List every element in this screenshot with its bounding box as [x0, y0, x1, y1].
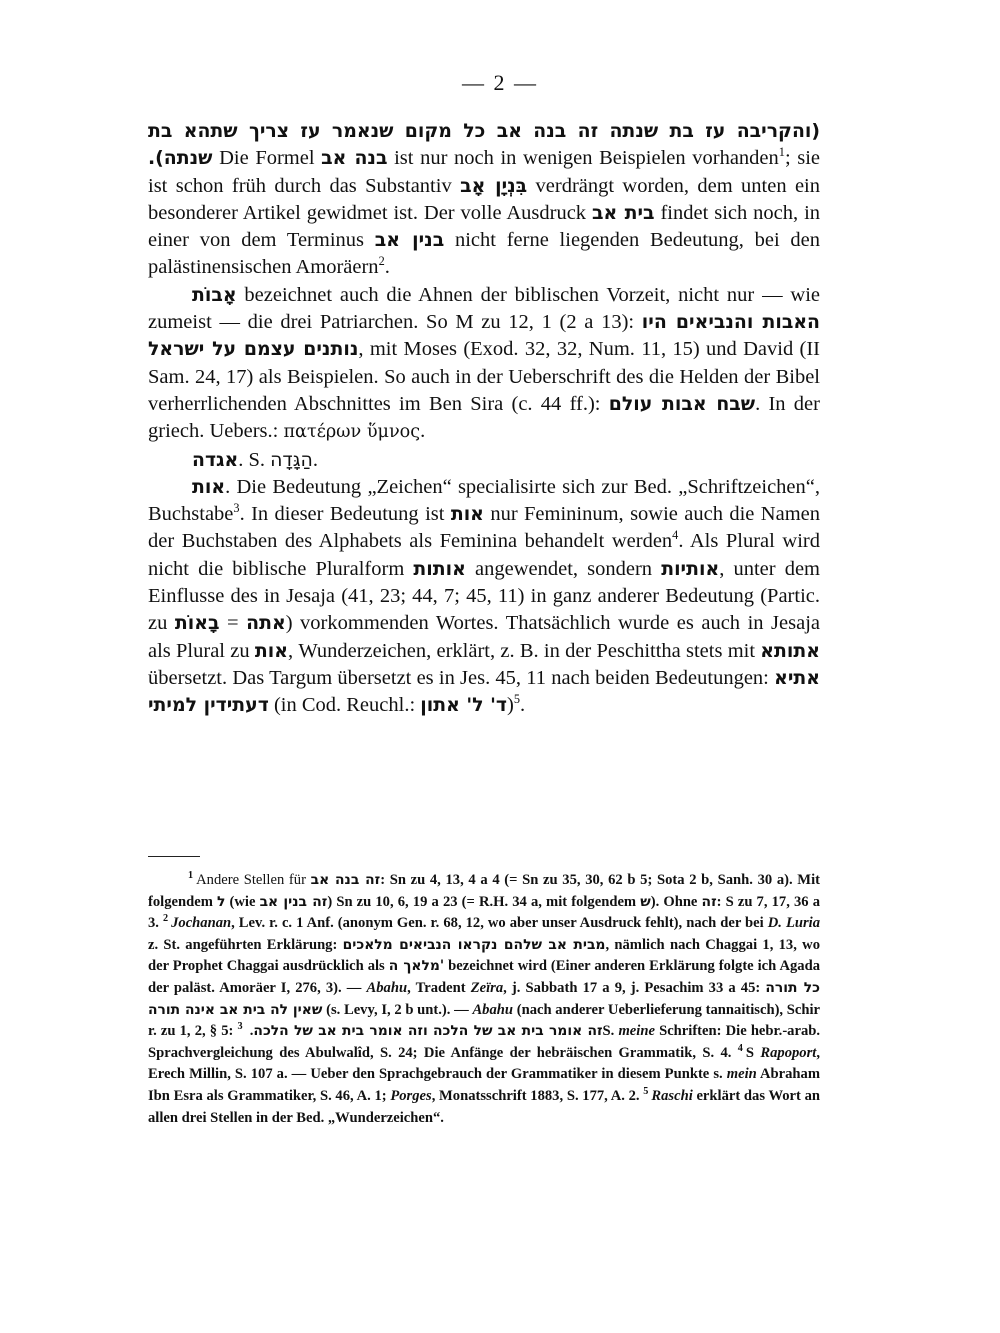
hebrew-quote: (והקריבה עז בת שנתה זה בנה אב כל מקום שנאמר עז צריך שתהא בת שנתה).	[148, 120, 820, 170]
hebrew-term: ל	[216, 893, 226, 910]
footnote-number: 1	[188, 870, 194, 882]
greek-phrase: πατέρων ὕμνος	[283, 422, 421, 443]
text: Andere Stellen für	[196, 872, 306, 888]
author-name: D. Luria	[767, 915, 821, 932]
text: S.	[602, 1023, 615, 1040]
text: ) Sn zu 10, 6, 19 a 23 (= R.H. 34 a, mit folgendem	[327, 893, 637, 910]
hebrew-term: מלאך ה'	[388, 958, 445, 975]
footnote-number: 4	[737, 1042, 743, 1054]
text: . Die Bedeutung „Zeichen“ specialisirte sich zur Bed. „Schriftzeichen“, Buchstabe	[148, 475, 820, 526]
hebrew-headword: אָבוֹת	[192, 283, 237, 306]
text: bezeichnet auch die Ahnen der biblischen Vorzeit, nicht nur — wie zumeist — die drei Patriarchen. So M zu 12, 1 (2 a 13):	[148, 283, 820, 334]
footnote-ref-2[interactable]: 2	[378, 254, 385, 269]
text: (s. Levy, I, 2 b unt.). —	[326, 1001, 469, 1018]
author-name: Raschi	[651, 1087, 693, 1104]
text: , nämlich nach Chaggai 1, 13, wo der Prophet Chaggai ausdrücklich als	[148, 936, 820, 975]
hebrew-term: בנין אב	[374, 229, 445, 252]
footnote-ref-3[interactable]: 3	[233, 501, 240, 516]
main-text	[148, 118, 820, 720]
author-name: Rapoport	[760, 1044, 817, 1061]
text: .	[312, 448, 318, 471]
text: Schriften: Die hebr.-arab. Sprachvergleichung des Abulwalîd, S. 24; Die Anfänge der hebräischen Grammatik, S. 4.	[148, 1023, 821, 1061]
text: =	[227, 612, 239, 635]
footnote-ref-1[interactable]: 1	[778, 145, 785, 160]
hebrew-term: זה בנין אב	[259, 893, 328, 910]
hebrew-term: אותות	[413, 557, 466, 580]
text: erklärt das Wort an allen drei Stellen in der Bed. „Wunderzeichen“.	[148, 1087, 820, 1126]
text: , unter dem Einflusse des in Jesaja (41, 23; 44, 7; 45, 11) in ganz anderer Bedeutung (Partic. zu	[148, 557, 821, 635]
text: (wie	[229, 893, 256, 910]
author-name: Zeïra	[470, 979, 504, 996]
text: (in Cod. Reuchl.:	[273, 694, 416, 717]
page-number: — 2 —	[462, 70, 538, 95]
footnote-1	[148, 870, 820, 1129]
author-name: Abahu	[366, 979, 408, 996]
text: , Tradent	[407, 979, 466, 996]
author-name: Porges	[390, 1087, 432, 1104]
text: Die Formel	[219, 147, 315, 170]
text: , Monatsschrift 1883, S. 177, A. 2.	[431, 1087, 640, 1104]
text: , Erech Millin, S. 107 a. — Ueber den Sprachgebrauch der Grammatiker in diesem Punkte s.	[148, 1044, 820, 1083]
hebrew-term: ד' ל' אתון	[420, 694, 508, 717]
text: ; sie ist schon früh durch das Substantiv	[148, 147, 821, 197]
hebrew-quote: אתיא דעתידין למיתי	[148, 666, 820, 717]
author-name: Jochanan	[171, 915, 232, 932]
text: . In dieser Bedeutung ist	[239, 503, 445, 526]
footnote-number: 2	[162, 913, 169, 925]
text: S	[745, 1044, 755, 1061]
text: z. St. angeführten Erklärung:	[148, 936, 338, 953]
text: (nach anderer Ueberlieferung tannaitisch), Schir r. zu 1, 2, § 5:	[148, 1001, 821, 1040]
hebrew-term: ש	[640, 893, 651, 910]
hebrew-headword: אות	[192, 475, 226, 498]
text: )	[507, 694, 514, 717]
emphasis: mein	[726, 1066, 757, 1083]
paragraph-4	[148, 474, 820, 720]
hebrew-quote: מבית אב שלהם נקראו הנביאים מלאכים	[342, 936, 606, 953]
text: .	[520, 694, 526, 717]
author-name: Abahu	[472, 1001, 514, 1018]
text: übersetzt. Das Targum übersetzt es in Jes. 45, 11 nach beiden Bedeutungen:	[148, 666, 769, 689]
text: .	[384, 256, 390, 279]
text: , Lev. r. c. 1 Anf. (anonym Gen. r. 68, 12, wo aber unser Ausdruck fehlt), nach der bei	[231, 915, 764, 932]
paragraph-2	[148, 282, 820, 447]
text: ) vorkommenden Wortes. Thatsächlich wurde es auch in Jesaja als Plural zu	[148, 612, 820, 662]
text: findet sich noch, in einer von dem Terminus	[148, 201, 821, 252]
text: bezeichnet wird (Einer anderen Erklärung folgte ich Agada der paläst. Amoräer I, 276, 3). —	[148, 958, 820, 996]
hebrew-term: אות	[254, 639, 288, 662]
footnote-number: 5	[643, 1086, 649, 1098]
hebrew-quote: זה אומר בית אב של הלכה וזה אומר בית אב של הלכה	[253, 1023, 603, 1040]
hebrew-term: אות	[450, 503, 484, 526]
hebrew-headword: אגדה	[192, 448, 239, 471]
text: nicht ferne liegenden Bedeutung, bei den palästinensischen Amoräern	[148, 229, 821, 279]
hebrew-term: אתה	[246, 612, 286, 635]
text: verdrängt worden, dem unten ein besonderer Artikel gewidmet ist. Der volle Ausdruck	[148, 174, 820, 224]
text: . Als Plural wird nicht die biblische Pluralform	[148, 530, 820, 580]
paragraph-1	[148, 118, 820, 282]
text: : S zu 7, 17, 36 a 3.	[148, 893, 820, 932]
text: ist nur noch in wenigen Beispielen vorhanden	[394, 147, 779, 170]
footnotes	[148, 870, 820, 1129]
text: .	[420, 420, 426, 443]
text: . In der griech. Uebers.:	[148, 392, 820, 443]
text: Abraham Ibn Esra als Grammatiker, S. 46, A. 1;	[148, 1066, 820, 1104]
hebrew-term: אותיות	[661, 557, 720, 580]
footnote-ref-5[interactable]: 5	[513, 692, 521, 707]
emphasis: meine	[618, 1023, 655, 1040]
hebrew-term: זה בנה אב	[310, 872, 381, 888]
hebrew-quote: האבות והנביאים היו נותנים עצמם על ישראל	[148, 311, 821, 361]
hebrew-term: בָאוֹת	[174, 612, 220, 635]
hebrew-term: זה	[701, 893, 717, 910]
hebrew-quote: כל תורה שאין לה בית אב אינה תורה	[148, 979, 820, 1018]
hebrew-term: הַגָּדָה	[270, 448, 313, 471]
text: : Sn zu 4, 13, 4 a 4 (= Sn zu 35, 30, 62 b 5; Sota 2 b, Sanh. 30 a). Mit folgendem	[148, 872, 820, 910]
hebrew-quote: שבח אבות עולם	[608, 392, 756, 415]
text: .	[249, 1023, 254, 1040]
text: angewendet, sondern	[475, 557, 653, 580]
footnote-number: 3	[237, 1021, 243, 1033]
text: , Wunderzeichen, erklärt, z. B. in der Peschittha stets mit	[287, 639, 756, 662]
text: , mit Moses (Exod. 32, 32, Num. 11, 15) und David (II Sam. 24, 17) als Beispielen. So auch in der Ueberschrift des die Helden der Bibel verherrlichenden Abschnittes im Ben Sira (c. 44 ff.):	[148, 338, 820, 415]
footnote-separator	[148, 856, 200, 857]
text: . S.	[238, 448, 265, 471]
paragraph-3	[148, 447, 820, 474]
text: nur Femininum, sowie auch die Namen der Buchstaben des Alphabets als Feminina behandelt werden	[148, 503, 820, 553]
text: , j. Sabbath 17 a 9, j. Pesachim 33 a 45:	[503, 979, 761, 996]
hebrew-term: אתותא	[760, 639, 820, 662]
hebrew-term: בנה אב	[321, 147, 388, 170]
footnote-ref-4[interactable]: 4	[672, 528, 679, 543]
text: ). Ohne	[650, 893, 698, 910]
hebrew-term: בית אב	[592, 201, 655, 224]
hebrew-term: בִּנְיָן אָב	[460, 174, 528, 197]
